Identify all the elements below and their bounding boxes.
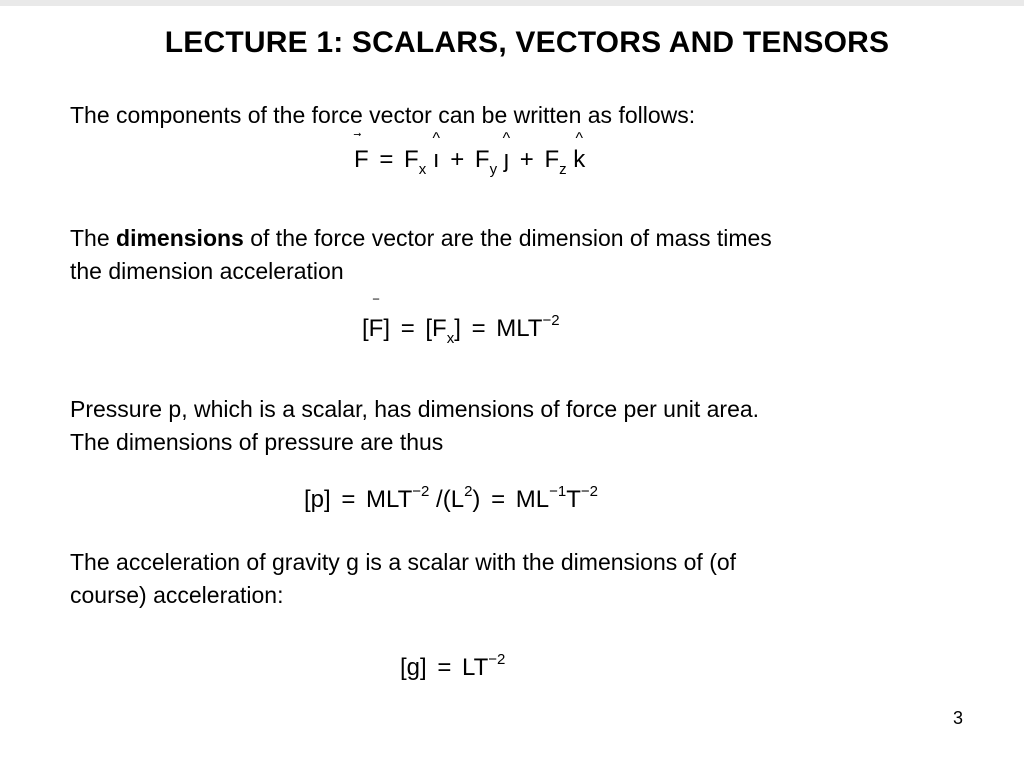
subscript-z: z [559,161,567,178]
bold-dimensions: dimensions [116,225,244,251]
equation-gravity-dimensions: $[g] = LT^{-2}$ [400,651,506,681]
unit-vector-k: k ^ [573,130,586,173]
equals-sign: = [437,654,452,681]
exponent: −2 [580,483,598,500]
page-number: 3 [953,708,964,728]
equation-force-dimensions: [F ‾ ] = $[F_x] = MLT^{-2}$ [362,298,560,347]
subscript-x: x [446,330,455,347]
subscript-y: y [489,161,498,178]
exponent: −2 [412,483,430,500]
slide-top-bar [0,0,1024,6]
unit-vector-i: ı ^ [432,130,440,173]
plus-sign: + [450,146,465,173]
exponent: −2 [542,312,560,329]
dimension-MLT: MLT [496,315,543,342]
symbol-F: F [474,146,490,173]
paragraph-force-dimensions: The dimensions of the force vector are the dimension of mass times the dimension acceleration [70,225,772,284]
equals-sign: = [491,486,506,513]
paragraph-gravity: The acceleration of gravity g is a scalar with the dimensions of (of course) acceleration: [70,549,737,608]
vector-F: F ‾ [368,298,384,342]
equals-sign: = [379,146,394,173]
symbol-F: F [544,146,560,173]
equals-sign: = [341,486,356,513]
pressure-bracket: [p] [304,486,331,513]
slide-title: LECTURE 1: SCALARS, VECTORS AND TENSORS [164,26,890,59]
symbol-F: F [432,315,447,342]
exponent: 2 [464,483,473,500]
gravity-bracket: [g] [400,654,427,681]
equation-pressure-dimensions: $[p] = MLT^{-2}$ $/(L^2) = ML^{-1}T^{-2}$ [304,483,598,513]
exponent: −2 [488,651,506,668]
subscript-x: x [418,161,427,178]
vector-F: F [354,146,369,173]
plus-sign: + [519,146,534,173]
paragraph-pressure: Pressure p, which is a scalar, has dimensions of force per unit area. The dimensions of pressure are thus [70,396,760,455]
equals-sign: = [400,315,415,342]
unit-vector-j: ȷ ^ [502,130,511,173]
symbol-F: F [404,146,419,173]
equation-force-vector [354,130,586,178]
exponent: −1 [549,483,567,500]
paragraph-force-components: The components of the force vector can be written as follows: [70,102,696,128]
equals-sign: = [471,315,486,342]
